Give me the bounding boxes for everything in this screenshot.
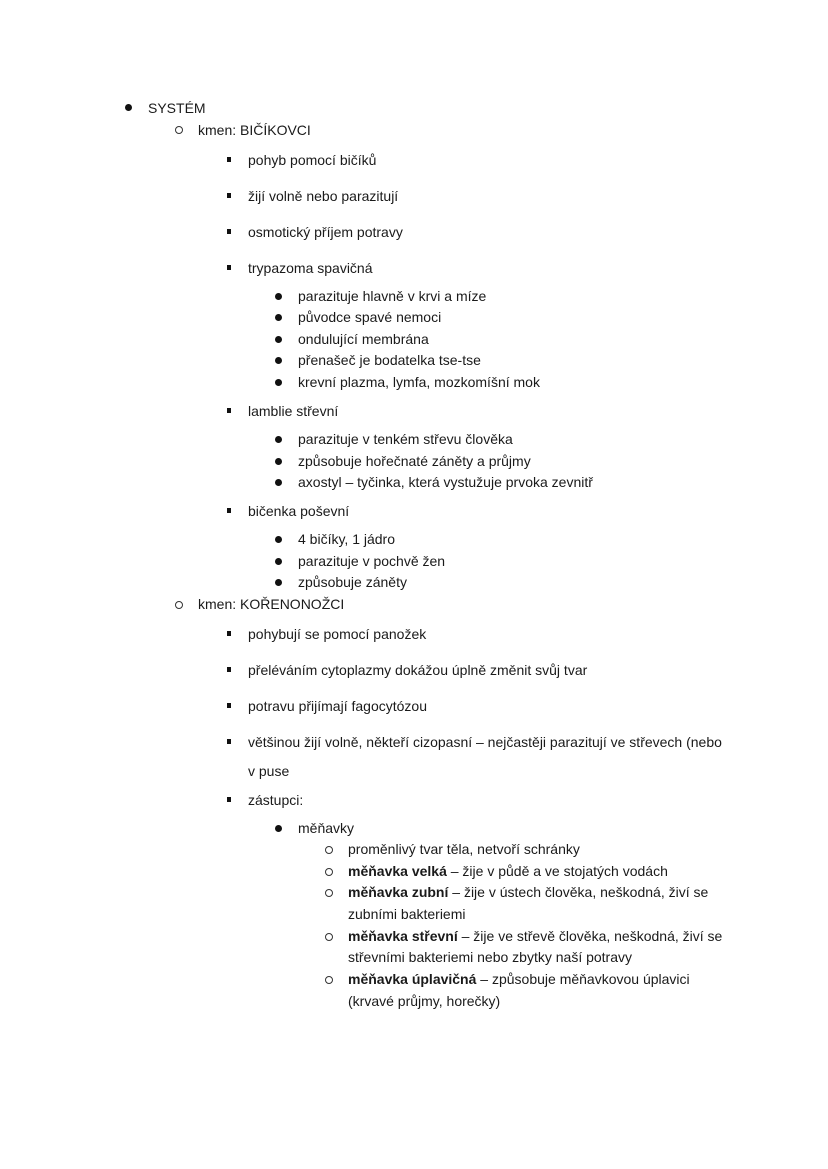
bullet-square-icon [227,667,231,672]
list-item: žijí volně nebo parazitují [248,188,399,204]
list-item: osmotický příjem potravy [248,224,403,240]
bullet-square-icon [227,229,231,234]
kmen-name: KOŘENONOŽCI [240,596,345,612]
bullet-square-icon [227,508,231,513]
list-item-continuation: zubními bakteriemi [348,906,466,922]
list-item [348,883,708,901]
list-item: bičenka poševní [248,503,350,519]
bullet-square-icon [227,797,231,802]
species-name: měňavka zubní [348,884,449,900]
list-item: proměnlivý tvar těla, netvoří schránky [348,841,580,857]
list-item: přeléváním cytoplazmy dokážou úplně změnit svůj tvar [248,662,588,678]
bullet-disc-icon [275,479,282,486]
list-item: zástupci: [248,792,304,808]
bullet-disc-icon [275,458,282,465]
bullet-square-icon [227,703,231,708]
species-desc: – žije ve střevě člověka, neškodná, živí se [457,928,723,944]
list-item: způsobuje záněty [298,574,407,590]
bullet-disc-icon [275,579,282,586]
list-item: většinou žijí volně, někteří cizopasní – nejčastěji parazitují ve střevech (nebo [248,734,722,750]
bullet-square-icon [227,265,231,270]
list-item: potravu přijímají fagocytózou [248,698,427,714]
bullet-disc-icon [275,558,282,565]
bullet-circle-icon [175,601,183,609]
list-item: parazituje v tenkém střevu člověka [298,431,513,447]
list-item-continuation: (krvavé průjmy, horečky) [348,993,501,1009]
bullet-disc-icon [275,357,282,364]
bullet-circle-icon [325,933,333,941]
kmen-prefix: kmen: [198,122,241,138]
list-item: způsobuje hořečnaté záněty a průjmy [298,453,531,469]
bullet-disc-icon [275,379,282,386]
list-item: parazituje v pochvě žen [298,553,446,569]
list-item: původce spavé nemoci [298,309,442,325]
species-name: měňavka střevní [348,928,458,944]
bullet-disc-icon [275,825,282,832]
bullet-circle-icon [175,126,183,134]
bullet-disc-icon [275,536,282,543]
list-item-continuation: v puse [248,763,290,779]
list-item: parazituje hlavně v krvi a míze [298,288,487,304]
kmen-prefix: kmen: [198,596,241,612]
list-item [348,927,722,945]
bullet-square-icon [227,408,231,413]
bullet-circle-icon [325,976,333,984]
kmen-name: BIČÍKOVCI [240,122,311,138]
bullet-disc-icon [275,293,282,300]
bullet-circle-icon [325,846,333,854]
list-item: přenašeč je bodatelka tse-tse [298,352,481,368]
list-item: trypazoma spavičná [248,260,373,276]
bullet-square-icon [227,631,231,636]
list-item: lamblie střevní [248,403,339,419]
species-name: měňavka úplavičná [348,971,477,987]
species-desc: – žije v půdě a ve stojatých vodách [446,863,668,879]
heading-system: SYSTÉM [148,100,206,116]
list-item: axostyl – tyčinka, která vystužuje prvoka zevnitř [298,474,593,490]
list-item-continuation: střevními bakteriemi nebo zbytky naší potravy [348,949,633,965]
bullet-circle-icon [325,868,333,876]
bullet-disc-icon [275,314,282,321]
species-desc: – způsobuje měňavkovou úplavici [476,971,690,987]
species-desc: – žije v ústech člověka, neškodná, živí se [448,884,709,900]
kmen-bicikovci [198,121,311,139]
bullet-square-icon [227,193,231,198]
list-item: 4 bičíky, 1 jádro [298,531,396,547]
bullet-disc-icon [275,336,282,343]
list-item [348,970,690,988]
list-item: pohybují se pomocí panožek [248,626,427,642]
list-item: měňavky [298,820,355,836]
bullet-circle-icon [325,889,333,897]
bullet-disc-icon [125,104,132,111]
species-name: měňavka velká [348,863,447,879]
list-item: krevní plazma, lymfa, mozkomíšní mok [298,374,540,390]
bullet-square-icon [227,739,231,744]
list-item: ondulující membrána [298,331,429,347]
kmen-korenonozci [198,595,344,613]
list-item [348,862,668,880]
bullet-disc-icon [275,436,282,443]
list-item: pohyb pomocí bičíků [248,152,377,168]
bullet-square-icon [227,157,231,162]
